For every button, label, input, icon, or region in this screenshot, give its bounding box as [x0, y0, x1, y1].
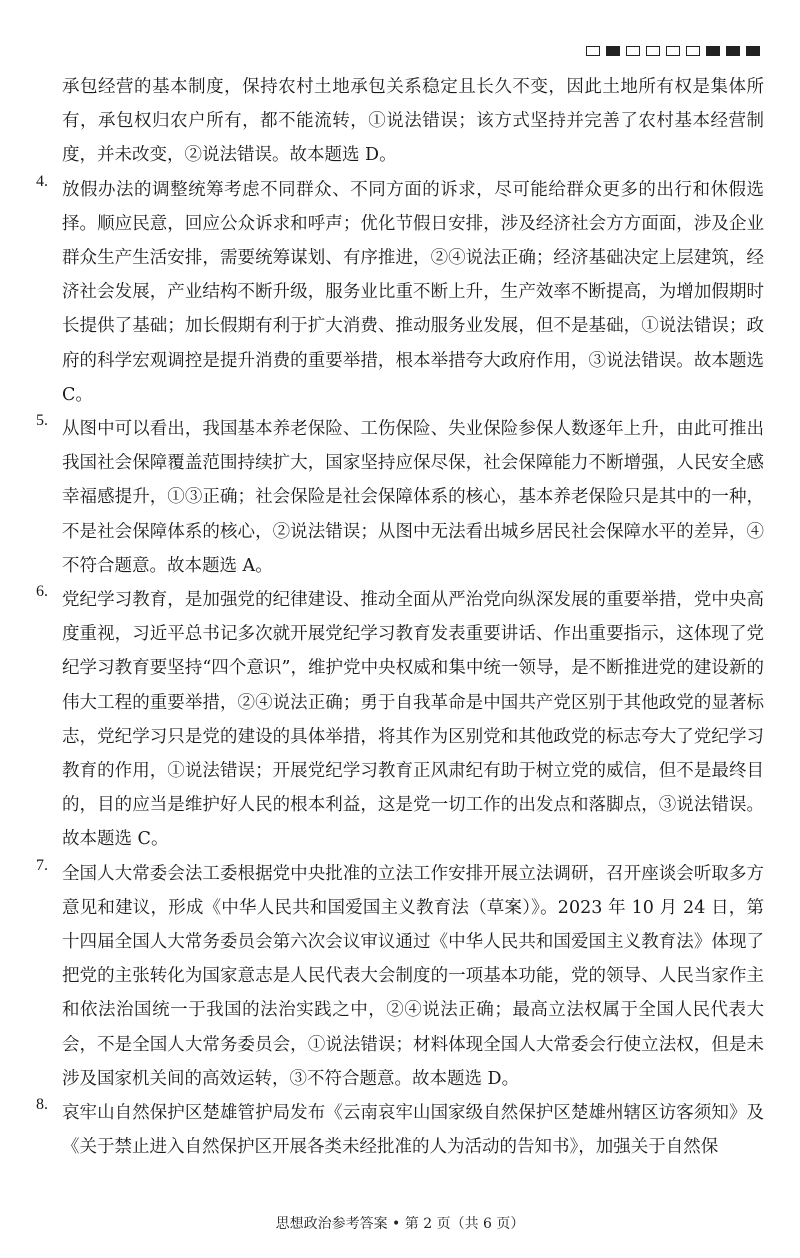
empty-square-mark — [646, 46, 660, 56]
filled-square-mark — [706, 46, 720, 56]
filled-square-mark — [726, 46, 740, 56]
answer-text: 党纪学习教育，是加强党的纪律建设、推动全面从严治党向纵深发展的重要举措，党中央高度重视，习近平总书记多次就开展党纪学习教育发表重要讲话、作出重要指示，这体现了党纪学习教育要坚持“四个意识”，维护党中央权威和集中统一领导，是不断推进党的建设新的伟大工程的重要举措，②④说法正确；勇于自我革命是中国共产党区别于其他政党的显著标志，党纪学习只是党的建设的具体举措，将其作为区别党和其他政党的标志夸大了党纪学习教育的作用，①说法错误；开展党纪学习教育正风肃纪有助于树立党的威信，但不是最终目的，目的应当是维护好人民的根本利益，这是党一切工作的出发点和落脚点，③说法错误。故本题选 C。 — [62, 590, 764, 850]
answer-number: 6. — [36, 583, 48, 601]
continued-answer-text: 承包经营的基本制度，保持农村土地承包关系稳定且长久不变，因此土地所有权是集体所有，承包权归农户所有，都不能流转，①说法错误；该方式坚持并完善了农村基本经营制度，并未改变，②说法错误。故本题选 D。 — [62, 77, 764, 166]
empty-square-mark — [666, 46, 680, 56]
answer-number: 5. — [36, 412, 48, 430]
empty-square-mark — [686, 46, 700, 56]
answer-number: 8. — [36, 1096, 48, 1114]
empty-square-mark — [626, 46, 640, 56]
filled-square-mark — [606, 46, 620, 56]
answer-text: 从图中可以看出，我国基本养老保险、工伤保险、失业保险参保人数逐年上升，由此可推出我国社会保障覆盖范围持续扩大，国家坚持应保尽保，社会保障能力不断增强，人民安全感幸福感提升，①③正确；社会保险是社会保障体系的核心，基本养老保险只是其中的一种，不是社会保障体系的核心，②说法错误；从图中无法看出城乡居民社会保障水平的差异，④不符合题意。故本题选 A。 — [62, 419, 764, 576]
answer-item-5 — [36, 412, 764, 583]
answer-item-4 — [36, 173, 764, 412]
answer-text: 全国人大常委会法工委根据党中央批准的立法工作安排开展立法调研，召开座谈会听取多方意见和建议，形成《中华人民共和国爱国主义教育法（草案）》。2023 年 10 月 24 日，第十四届全国人大常务委员会第六次会议审议通过《中华人民共和国爱国主义教育法》体现了把党的主张转化为国家意志是人民代表大会制度的一项基本功能，党的领导、人民当家作主和依法治国统一于我国的法治实践之中，②④说法正确；最高立法权属于全国人民代表大会，不是全国人大常务委员会，①说法错误；材料体现全国人大常委会行使立法权，但是未涉及国家机关间的高效运转，③不符合题意。故本题选 D。 — [62, 863, 764, 1089]
answer-text: 哀牢山自然保护区楚雄管护局发布《云南哀牢山国家级自然保护区楚雄州辖区访客须知》及《关于禁止进入自然保护区开展各类未经批准的人为活动的告知书》，加强关于自然保 — [62, 1103, 764, 1158]
page-marker-strip — [586, 46, 760, 56]
filled-square-mark — [746, 46, 760, 56]
answer-item-8 — [36, 1096, 764, 1164]
answer-number: 4. — [36, 172, 48, 190]
answer-text: 放假办法的调整统筹考虑不同群众、不同方面的诉求，尽可能给群众更多的出行和休假选择。顺应民意，回应公众诉求和呼声；优化节假日安排，涉及经济社会方方面面，涉及企业群众生产生活安排，需要统筹谋划、有序推进，②④说法正确；经济基础决定上层建筑，经济社会发展，产业结构不断升级，服务业比重不断上升，生产效率不断提高，为增加假期时长提供了基础；加长假期有利于扩大消费、推动服务业发展，但不是基础，①说法错误；政府的科学宏观调控是提升消费的重要举措，根本举措夸大政府作用，③说法错误。故本题选 C。 — [62, 179, 764, 405]
answer-item-6 — [36, 583, 764, 857]
empty-square-mark — [586, 46, 600, 56]
answer-item-7 — [36, 857, 764, 1096]
answer-content — [36, 70, 764, 1165]
answer-number: 7. — [36, 856, 48, 874]
page-footer: 思想政治参考答案 • 第 2 页（共 6 页） — [275, 1216, 525, 1232]
